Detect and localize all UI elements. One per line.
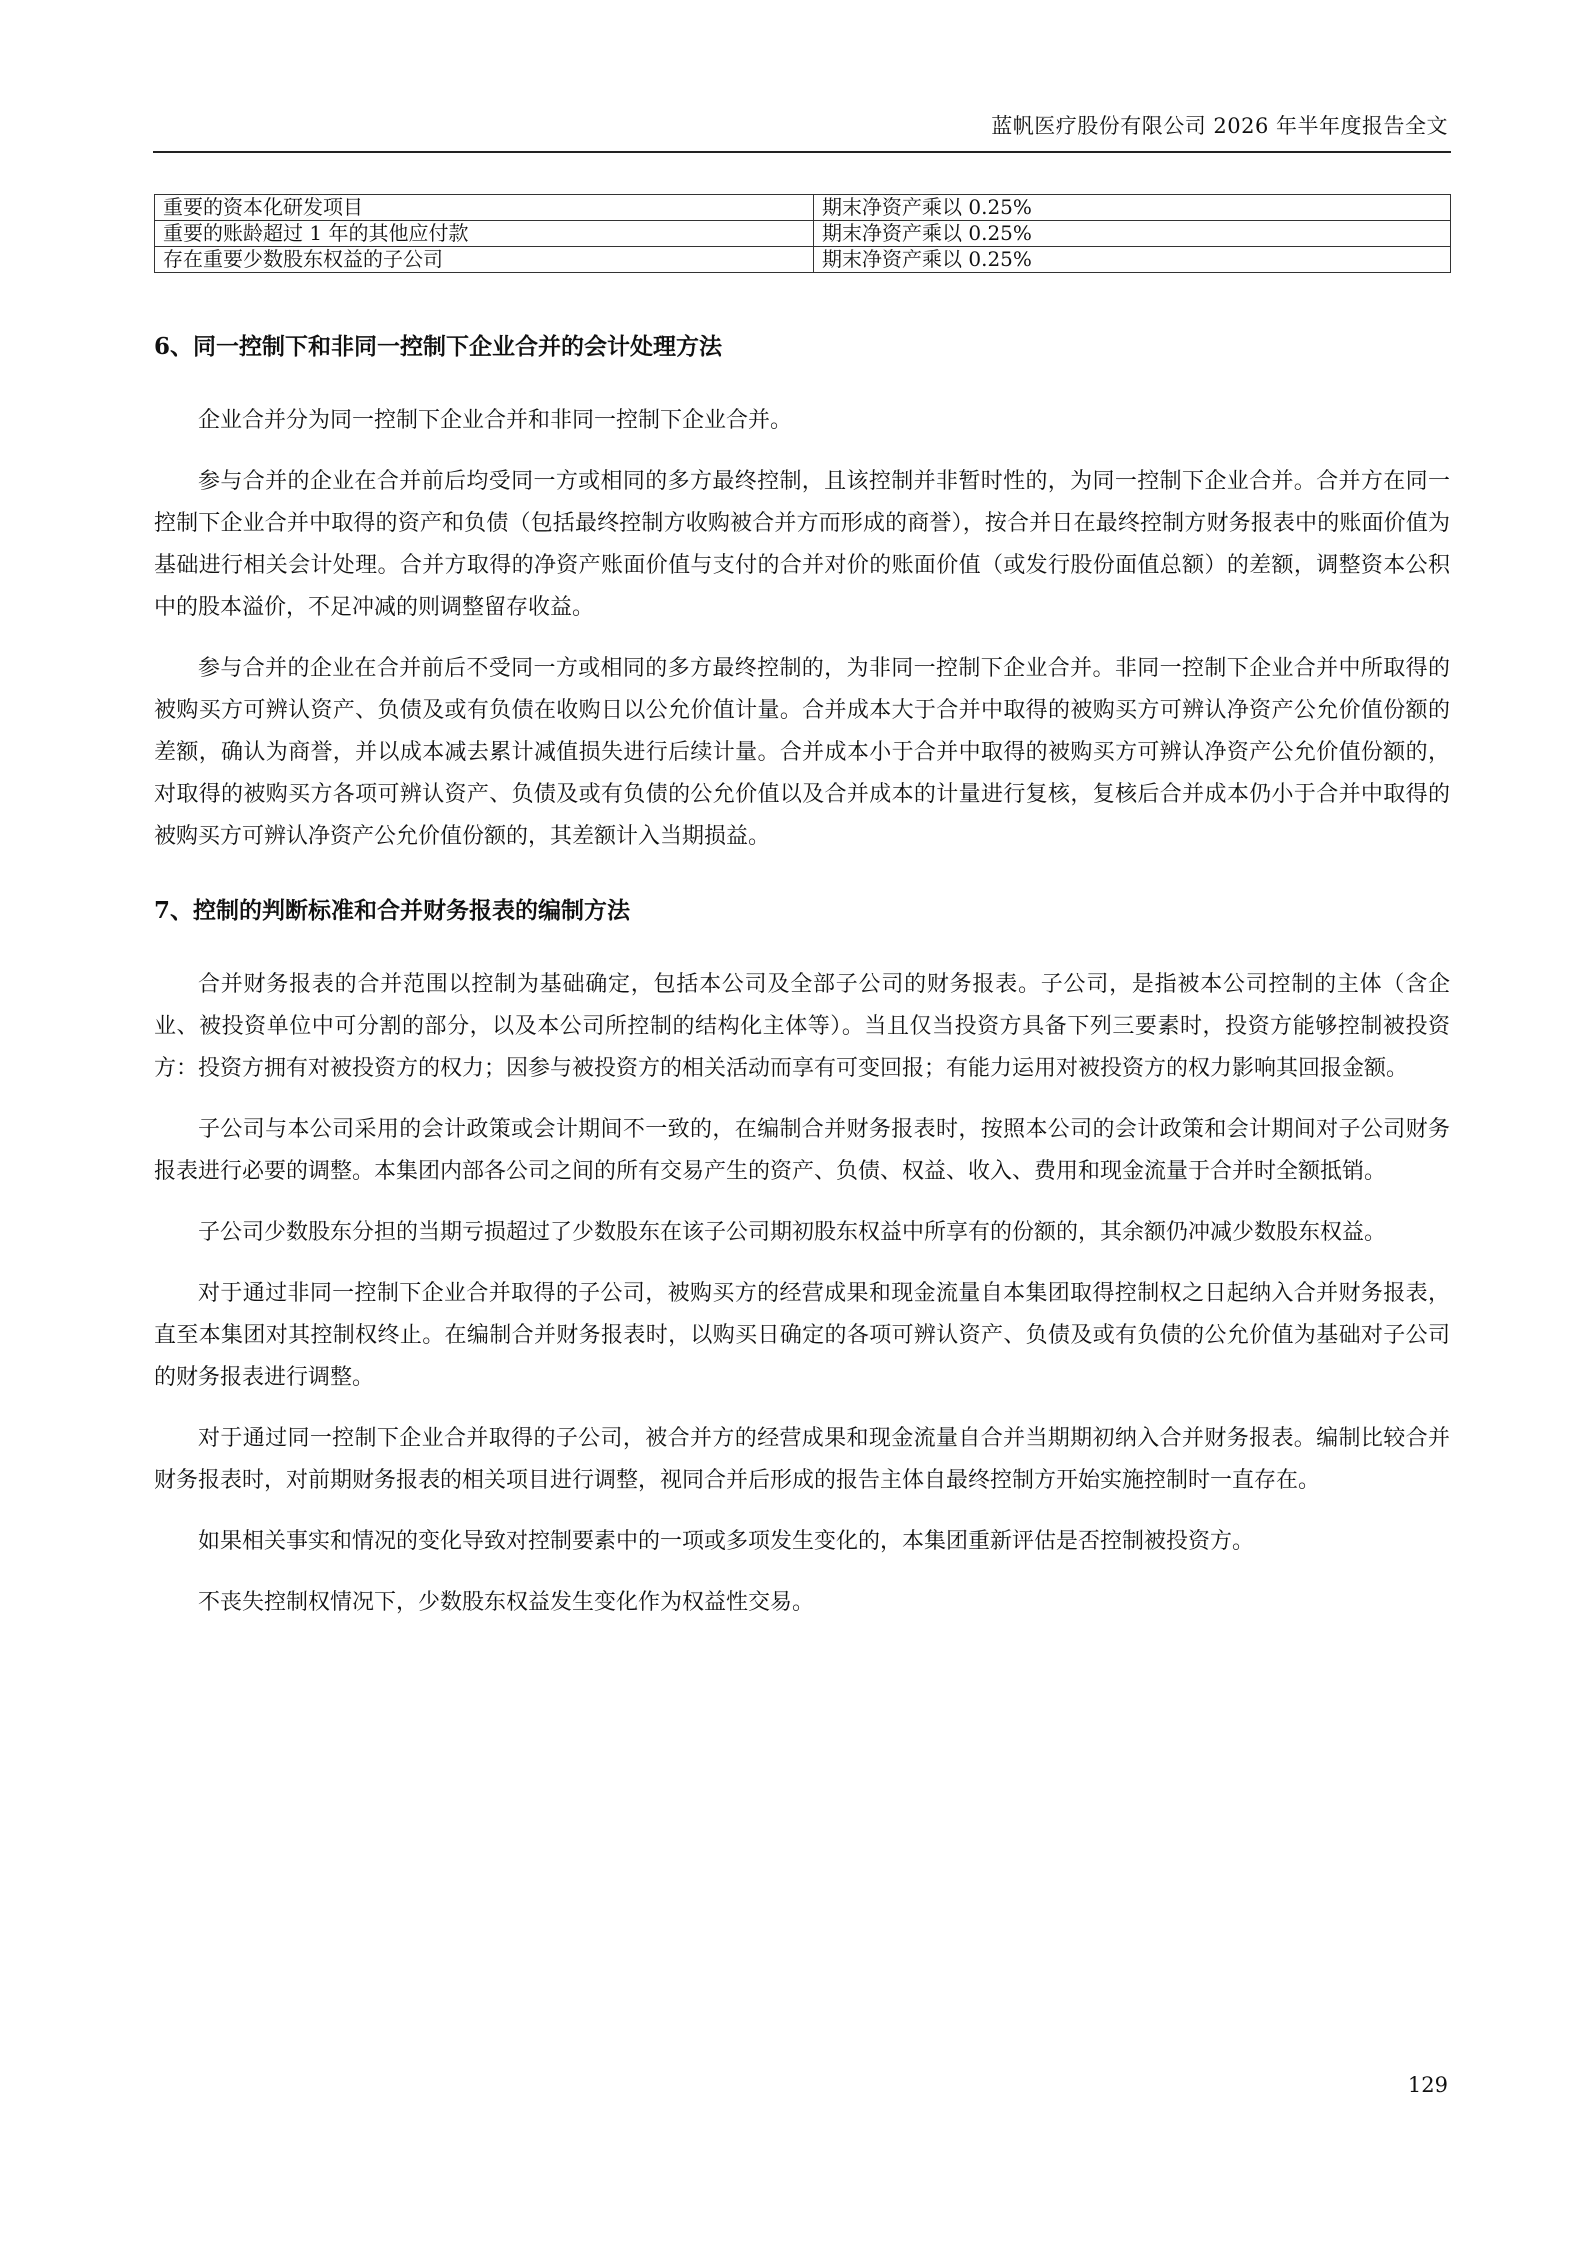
table-cell-standard: 期末净资产乘以 0.25%: [814, 221, 1451, 247]
paragraph: 对于通过同一控制下企业合并取得的子公司，被合并方的经营成果和现金流量自合并当期期初纳入合并财务报表。编制比较合并财务报表时，对前期财务报表的相关项目进行调整，视同合并后形成的报告主体自最终控制方开始实施控制时一直存在。: [154, 1426, 1450, 1493]
table-cell-standard: 期末净资产乘以 0.25%: [814, 195, 1451, 221]
table-row: [155, 247, 1451, 273]
document-body: [154, 330, 1450, 1643]
header-rule: [153, 151, 1451, 153]
section-heading-6: 6、同一控制下和非同一控制下企业合并的会计处理方法: [154, 333, 723, 360]
materiality-criteria-table: [154, 194, 1451, 273]
table-cell-item: 存在重要少数股东权益的子公司: [155, 247, 814, 273]
section-heading-7: 7、控制的判断标准和合并财务报表的编制方法: [154, 897, 631, 924]
paragraph: 参与合并的企业在合并前后均受同一方或相同的多方最终控制，且该控制并非暂时性的，为同一控制下企业合并。合并方在同一控制下企业合并中取得的资产和负债（包括最终控制方收购被合并方而形成的商誉），按合并日在最终控制方财务报表中的账面价值为基础进行相关会计处理。合并方取得的净资产账面价值与支付的合并对价的账面价值（或发行股份面值总额）的差额，调整资本公积中的股本溢价，不足冲减的则调整留存收益。: [154, 469, 1450, 620]
paragraph: 如果相关事实和情况的变化导致对控制要素中的一项或多项发生变化的，本集团重新评估是否控制被投资方。: [198, 1529, 1255, 1554]
paragraph: 合并财务报表的合并范围以控制为基础确定，包括本公司及全部子公司的财务报表。子公司，是指被本公司控制的主体（含企业、被投资单位中可分割的部分，以及本公司所控制的结构化主体等）。当且仅当投资方具备下列三要素时，投资方能够控制被投资方：投资方拥有对被投资方的权力；因参与被投资方的相关活动而享有可变回报；有能力运用对被投资方的权力影响其回报金额。: [154, 972, 1450, 1081]
page-number: 129: [1407, 2073, 1448, 2097]
paragraph: 参与合并的企业在合并前后不受同一方或相同的多方最终控制的，为非同一控制下企业合并。非同一控制下企业合并中所取得的被购买方可辨认资产、负债及或有负债在收购日以公允价值计量。合并成本大于合并中取得的被购买方可辨认净资产公允价值份额的差额，确认为商誉，并以成本减去累计减值损失进行后续计量。合并成本小于合并中取得的被购买方可辨认净资产公允价值份额的，对取得的被购买方各项可辨认资产、负债及或有负债的公允价值以及合并成本的计量进行复核，复核后合并成本仍小于合并中取得的被购买方可辨认净资产公允价值份额的，其差额计入当期损益。: [154, 656, 1450, 849]
paragraph: 子公司与本公司采用的会计政策或会计期间不一致的，在编制合并财务报表时，按照本公司的会计政策和会计期间对子公司财务报表进行必要的调整。本集团内部各公司之间的所有交易产生的资产、负债、权益、收入、费用和现金流量于合并时全额抵销。: [154, 1117, 1450, 1184]
paragraph: 子公司少数股东分担的当期亏损超过了少数股东在该子公司期初股东权益中所享有的份额的，其余额仍冲减少数股东权益。: [198, 1220, 1387, 1245]
paragraph: 不丧失控制权情况下，少数股东权益发生变化作为权益性交易。: [198, 1590, 815, 1615]
paragraph: 对于通过非同一控制下企业合并取得的子公司，被购买方的经营成果和现金流量自本集团取得控制权之日起纳入合并财务报表，直至本集团对其控制权终止。在编制合并财务报表时，以购买日确定的各项可辨认资产、负债及或有负债的公允价值为基础对子公司的财务报表进行调整。: [154, 1281, 1450, 1390]
table-cell-item: 重要的资本化研发项目: [155, 195, 814, 221]
table-cell-standard: 期末净资产乘以 0.25%: [814, 247, 1451, 273]
table-cell-item: 重要的账龄超过 1 年的其他应付款: [155, 221, 814, 247]
paragraph: 企业合并分为同一控制下企业合并和非同一控制下企业合并。: [198, 408, 793, 433]
page-header-title: 蓝帆医疗股份有限公司 2026 年半年度报告全文: [991, 114, 1448, 138]
table-row: [155, 195, 1451, 221]
table-row: [155, 221, 1451, 247]
